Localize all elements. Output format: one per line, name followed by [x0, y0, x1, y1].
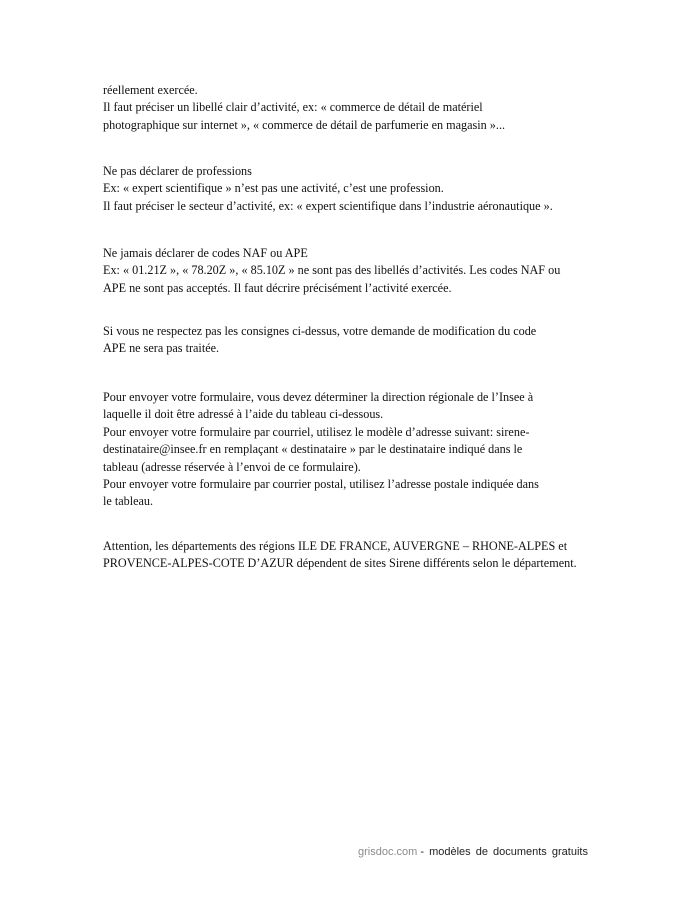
- paragraph-activity-label: [103, 82, 598, 134]
- paragraph-professions: [103, 163, 598, 215]
- text-line: laquelle il doit être adressé à l’aide du tableau ci-dessous.: [103, 407, 384, 422]
- text-line: Pour envoyer votre formulaire, vous devez déterminer la direction régionale de l’Insee à: [103, 390, 534, 404]
- text-line: Si vous ne respectez pas les consignes ci-dessus, votre demande de modification du code: [103, 324, 537, 338]
- text-line: destinataire@insee.fr en remplaçant « destinataire » par le destinataire indiqué dans le: [103, 442, 523, 457]
- text-line: Il faut préciser un libellé clair d’activité, ex: « commerce de détail de matériel: [103, 100, 483, 115]
- text-line: APE ne sont pas acceptés. Il faut décrire précisément l’activité exercée.: [103, 280, 452, 295]
- footer-brand-link[interactable]: grisdoc.com: [358, 846, 418, 858]
- text-line: Pour envoyer votre formulaire par courriel, utilisez le modèle d’adresse suivant: sirene-: [103, 424, 530, 439]
- text-line: Ex: « 01.21Z », « 78.20Z », « 85.10Z » ne sont pas des libellés d’activités. Les codes NAF ou: [103, 263, 561, 278]
- text-line: Ne pas déclarer de professions: [103, 164, 252, 178]
- paragraph-attention-regions: [103, 538, 598, 573]
- footer-tagline: - modèles de documents gratuits: [420, 846, 588, 858]
- text-line: photographique sur internet », « commerce de détail de parfumerie en magasin »...: [103, 117, 506, 132]
- text-line: le tableau.: [103, 494, 154, 509]
- text-line: Il faut préciser le secteur d’activité, ex: « expert scientifique dans l’industrie aéronautique ».: [103, 198, 553, 213]
- paragraph-consignes: [103, 323, 598, 358]
- page-footer: [358, 846, 588, 858]
- text-line: Attention, les départements des régions ILE DE FRANCE, AUVERGNE – RHONE-ALPES et: [103, 539, 568, 553]
- text-line: APE ne sera pas traitée.: [103, 341, 220, 356]
- text-line: Ne jamais déclarer de codes NAF ou APE: [103, 246, 308, 260]
- paragraph-envoi-formulaire: [103, 389, 598, 511]
- paragraph-naf-ape-codes: [103, 245, 598, 297]
- text-line: Pour envoyer votre formulaire par courrier postal, utilisez l’adresse postale indiquée dans: [103, 477, 539, 492]
- text-line: réellement exercée.: [103, 83, 198, 97]
- text-line: PROVENCE-ALPES-COTE D’AZUR dépendent de sites Sirene différents selon le département.: [103, 556, 577, 571]
- text-line: tableau (adresse réservée à l’envoi de ce formulaire).: [103, 459, 361, 474]
- text-line: Ex: « expert scientifique » n’est pas une activité, c’est une profession.: [103, 181, 444, 196]
